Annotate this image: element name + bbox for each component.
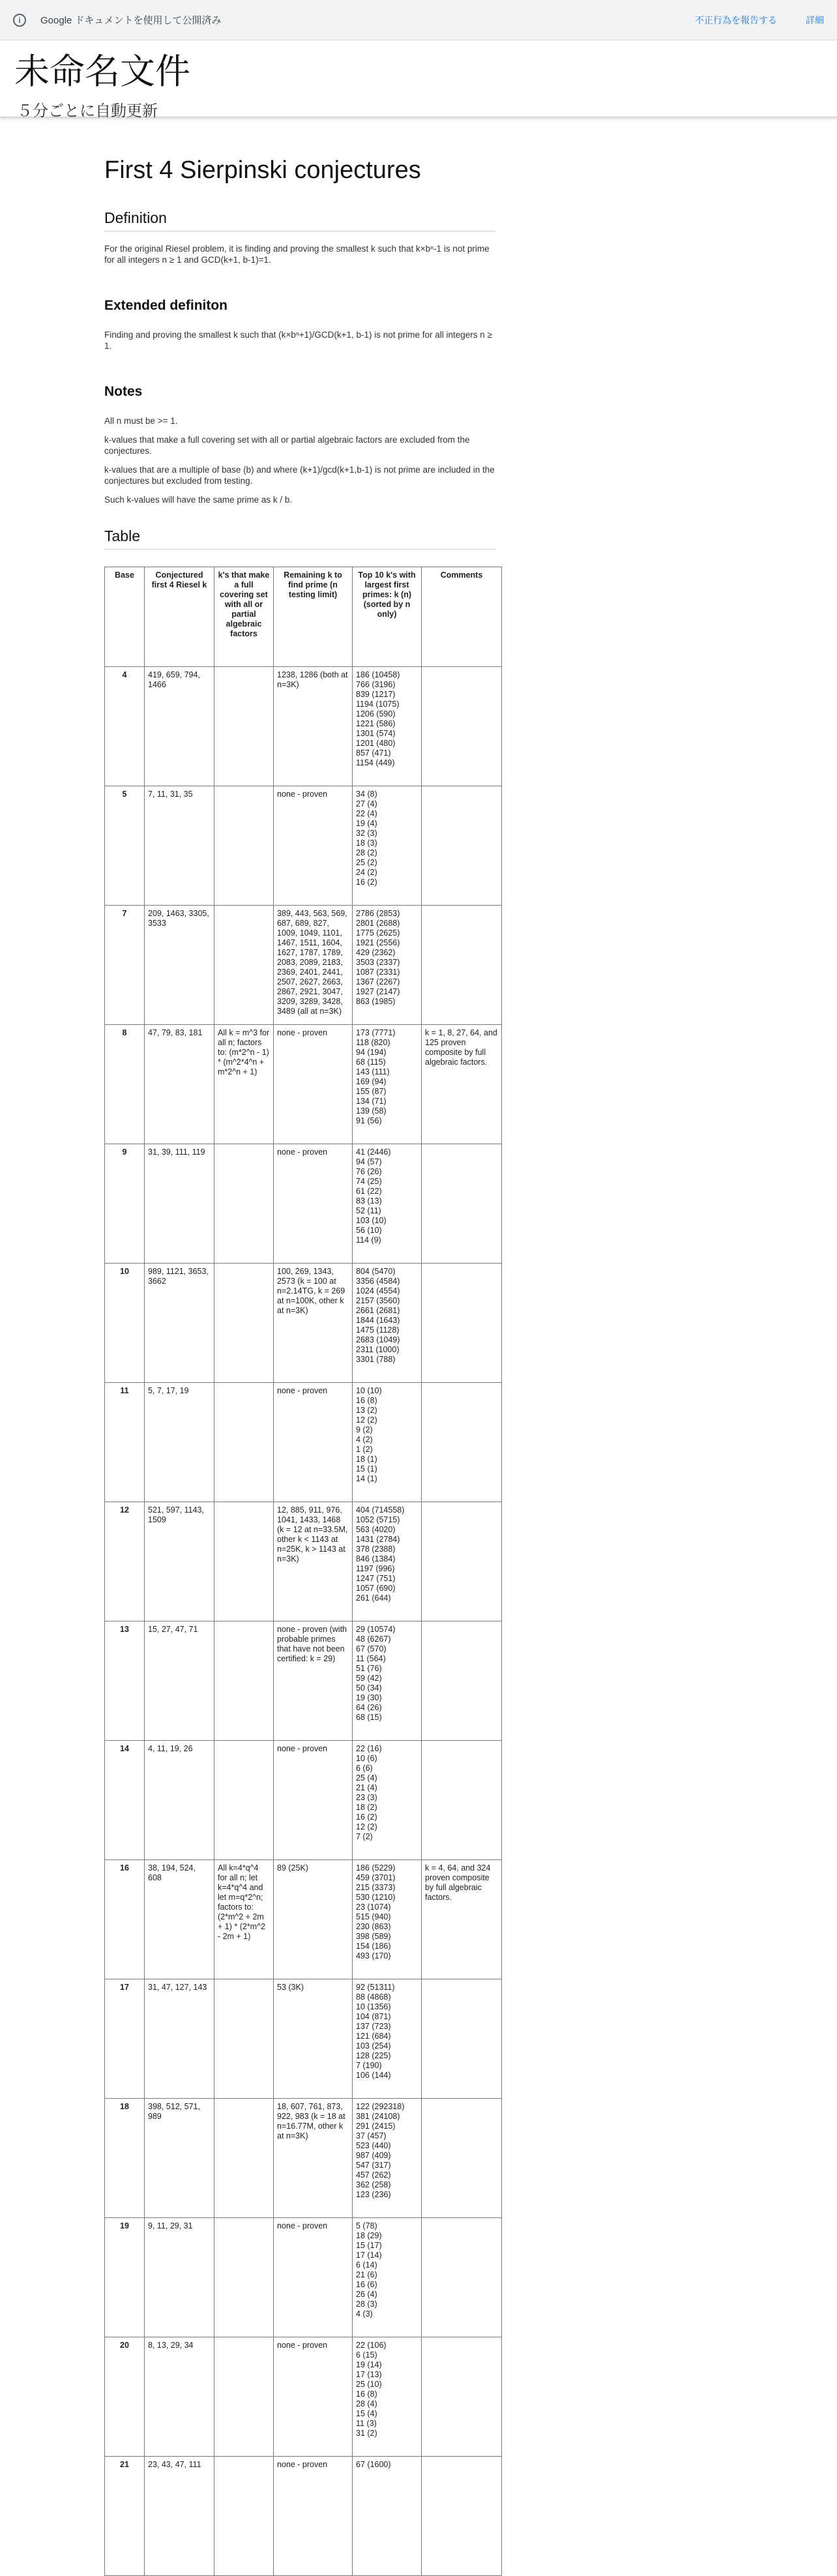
cell-full-covering: [214, 1621, 274, 1741]
cell-conjectured-k-text: 9, 11, 29, 31: [148, 2221, 193, 2230]
cell-base: [105, 1979, 145, 2099]
cell-top-10-text: 41 (2446) 94 (57) 76 (26) 74 (25) 61 (22) 83 (13) 52 (11) 103 (10) 56 (10) 114 (9): [356, 1147, 391, 1245]
cell-remaining-k: [274, 1025, 353, 1144]
cell-conjectured-k-text: 4, 11, 19, 26: [148, 1744, 193, 1753]
cell-remaining-k-text: 1238, 1286 (both at n=3K): [277, 670, 350, 689]
cell-remaining-k: [274, 1979, 353, 2099]
cell-remaining-k: [274, 1741, 353, 1860]
cell-comments: [422, 1741, 502, 1860]
cell-conjectured-k: [145, 2218, 214, 2337]
page-title: First 4 Sierpinski conjectures: [104, 156, 421, 184]
table-row: [105, 906, 502, 1025]
table-row: [105, 1860, 502, 1979]
cell-top-10-text: 22 (106) 6 (15) 19 (14) 17 (13) 25 (10) 16 (8) 28 (4) 15 (4) 11 (3) 31 (2): [356, 2341, 387, 2438]
cell-remaining-k: [274, 2099, 353, 2218]
cell-remaining-k-text: none - proven (with probable primes that have not been certified: k = 29): [277, 1625, 349, 1663]
cell-full-covering: [214, 667, 274, 786]
cell-top-10-text: 186 (10458) 766 (3196) 839 (1217) 1194 (1075) 1206 (590) 1221 (586) 1301 (574) 1201 (480) 857 (471) 1154 (449): [356, 670, 400, 767]
cell-full-covering: [214, 2457, 274, 2576]
cell-conjectured-k-text: 23, 43, 47, 111: [148, 2460, 201, 2469]
cell-remaining-k-text: 389, 443, 563, 569, 687, 689, 827, 1009, 1049, 1101, 1467, 1511, 1604, 1627, 1787, 1789, 2083, 2089, 2183, 2369, 2401, 2441, 2507, 2627, 2663, 2867, 2921, 3047, 3209, 3289, 3428, 3489 (all at n=3K): [277, 909, 350, 1016]
cell-base: [105, 786, 145, 906]
table-row: [105, 2099, 502, 2218]
cell-full-covering-text: All k=4*q^4 for all n; let k=4*q^4 and let m=q*2^n; factors to: (2*m^2 + 2m + 1) * (2*m^2 - 2m + 1): [218, 1863, 268, 1941]
cell-remaining-k-text: none - proven: [277, 2460, 328, 2469]
cell-conjectured-k-text: 209, 1463, 3305, 3533: [148, 909, 212, 928]
extended-text: Finding and proving the smallest k such that (k×bⁿ+1)/GCD(k+1, b-1) is not prime for all integers n ≥ 1.: [104, 330, 492, 351]
cell-base-text: 9: [122, 1147, 127, 1157]
table-row: [105, 2457, 502, 2576]
cell-base-text: 16: [120, 1863, 129, 1873]
table-row: [105, 667, 502, 786]
cell-top-10-text: 186 (5229) 459 (3701) 215 (3373) 530 (1210) 23 (1074) 515 (940) 230 (863) 398 (589) 154 (186) 493 (170): [356, 1863, 396, 1961]
cell-remaining-k-text: none - proven: [277, 2341, 328, 2350]
cell-remaining-k-text: none - proven: [277, 2221, 328, 2230]
cell-base-text: 12: [120, 1505, 129, 1515]
cell-base: [105, 667, 145, 786]
cell-conjectured-k-text: 521, 597, 1143, 1509: [148, 1505, 207, 1524]
header-conjectured-k: Conjectured first 4 Riesel k: [145, 567, 214, 667]
cell-full-covering: [214, 1741, 274, 1860]
cell-top-10-text: 67 (1600): [356, 2460, 391, 2469]
cell-remaining-k: [274, 786, 353, 906]
published-banner: [0, 0, 837, 40]
cell-remaining-k: [274, 1383, 353, 1502]
cell-conjectured-k: [145, 2337, 214, 2457]
cell-conjectured-k: [145, 1860, 214, 1979]
cell-top-10-text: 173 (7771) 118 (820) 94 (194) 68 (115) 143 (111) 169 (94) 155 (87) 134 (71) 139 (58) 91 (56): [356, 1028, 396, 1125]
cell-base: [105, 2457, 145, 2576]
note-item: k-values that make a full covering set with all or partial algebraic factors are excluded from the conjectures.: [104, 435, 470, 456]
document-body: [104, 156, 500, 2576]
cell-remaining-k: [274, 906, 353, 1025]
cell-base: [105, 1502, 145, 1621]
cell-top-10: [353, 1979, 422, 2099]
cell-comments: [422, 1860, 502, 1979]
cell-top-10: [353, 1025, 422, 1144]
cell-top-10-text: 5 (78) 18 (29) 15 (17) 17 (14) 6 (14) 21 (6) 16 (6) 26 (4) 28 (3) 4 (3): [356, 2221, 382, 2318]
table-row: [105, 1621, 502, 1741]
table-row: [105, 1979, 502, 2099]
cell-base: [105, 1025, 145, 1144]
table-row: [105, 2337, 502, 2457]
cell-base-text: 19: [120, 2221, 129, 2230]
cell-full-covering: [214, 1979, 274, 2099]
cell-full-covering: [214, 2099, 274, 2218]
cell-remaining-k: [274, 2218, 353, 2337]
cell-remaining-k-text: none - proven: [277, 1147, 328, 1157]
cell-comments: [422, 906, 502, 1025]
cell-base: [105, 906, 145, 1025]
note-item: Such k-values will have the same prime as k / b.: [104, 495, 293, 505]
cell-conjectured-k: [145, 1741, 214, 1860]
table-row: [105, 1741, 502, 1860]
cell-base: [105, 2099, 145, 2218]
cell-comments-text: k = 4, 64, and 324 proven composite by full algebraic factors.: [425, 1863, 493, 1902]
cell-top-10-text: 34 (8) 27 (4) 22 (4) 19 (4) 32 (3) 18 (3) 28 (2) 25 (2) 24 (2) 16 (2): [356, 790, 377, 887]
header-remaining-k: Remaining k to find prime (n testing limit): [274, 567, 353, 667]
cell-conjectured-k: [145, 1502, 214, 1621]
cell-base: [105, 2218, 145, 2337]
cell-conjectured-k: [145, 906, 214, 1025]
cell-top-10: [353, 906, 422, 1025]
cell-remaining-k: [274, 1621, 353, 1741]
cell-base: [105, 1860, 145, 1979]
cell-conjectured-k-text: 398, 512, 571, 989: [148, 2102, 203, 2121]
cell-full-covering: [214, 1860, 274, 1979]
cell-full-covering: [214, 2337, 274, 2457]
cell-full-covering: [214, 1383, 274, 1502]
doc-header: [0, 40, 837, 120]
cell-top-10-text: 10 (10) 16 (8) 13 (2) 12 (2) 9 (2) 4 (2) 1 (2) 18 (1) 15 (1) 14 (1): [356, 1386, 382, 1483]
cell-comments: [422, 2457, 502, 2576]
cell-full-covering: [214, 1144, 274, 1264]
cell-top-10-text: 804 (5470) 3356 (4584) 1024 (4554) 2157 (3560) 2661 (2681) 1844 (1643) 1475 (1128) 2683 (1049) 2311 (1000) 3301 (788): [356, 1267, 400, 1364]
cell-remaining-k-text: 18, 607, 761, 873, 922, 983 (k = 18 at n=16.77M, other k at n=3K): [277, 2102, 348, 2140]
cell-conjectured-k: [145, 667, 214, 786]
cell-base-text: 4: [122, 670, 127, 679]
cell-base: [105, 1144, 145, 1264]
cell-comments: [422, 1502, 502, 1621]
cell-conjectured-k-text: 419, 659, 794, 1466: [148, 670, 203, 689]
cell-remaining-k: [274, 1264, 353, 1383]
cell-base-text: 21: [120, 2460, 129, 2469]
cell-full-covering: [214, 1502, 274, 1621]
cell-top-10: [353, 1621, 422, 1741]
cell-remaining-k-text: none - proven: [277, 790, 328, 799]
cell-top-10: [353, 786, 422, 906]
cell-conjectured-k: [145, 1025, 214, 1144]
cell-comments: [422, 2099, 502, 2218]
cell-top-10: [353, 2099, 422, 2218]
cell-top-10: [353, 2457, 422, 2576]
cell-base-text: 17: [120, 1983, 129, 1992]
cell-remaining-k: [274, 1502, 353, 1621]
cell-top-10-text: 92 (51311) 88 (4868) 10 (1356) 104 (871) 137 (723) 121 (684) 103 (254) 128 (225) 7 (190) 106 (144): [356, 1983, 395, 2080]
note-item: k-values that are a multiple of base (b) and where (k+1)/gcd(k+1,b-1) is not prime are included in the conjectures but excluded from testing.: [104, 465, 495, 486]
cell-remaining-k: [274, 1860, 353, 1979]
cell-base-text: 18: [120, 2102, 129, 2111]
report-abuse-link[interactable]: 不正行為を報告する: [695, 14, 777, 25]
cell-conjectured-k: [145, 2099, 214, 2218]
cell-remaining-k-text: 89 (25K): [277, 1863, 308, 1873]
cell-full-covering-text: All k = m^3 for all n; factors to: (m*2^n - 1) * (m^2*4^n + m*2^n + 1): [218, 1028, 272, 1076]
cell-top-10: [353, 1264, 422, 1383]
cell-comments: [422, 1979, 502, 2099]
cell-top-10-text: 29 (10574) 48 (6267) 67 (570) 11 (564) 51 (76) 59 (42) 50 (34) 19 (30) 64 (26) 68 (15): [356, 1625, 396, 1722]
cell-remaining-k: [274, 1144, 353, 1264]
cell-base: [105, 1621, 145, 1741]
auto-update-note: ５分ごとに自動更新: [17, 102, 158, 120]
cell-comments: [422, 667, 502, 786]
cell-conjectured-k: [145, 1621, 214, 1741]
cell-base: [105, 1383, 145, 1502]
cell-base: [105, 1741, 145, 1860]
cell-top-10: [353, 1144, 422, 1264]
cell-base-text: 7: [122, 909, 127, 918]
cell-top-10: [353, 2218, 422, 2337]
conjecture-table: [104, 567, 502, 2576]
cell-conjectured-k-text: 5, 7, 17, 19: [148, 1386, 189, 1395]
cell-top-10: [353, 1502, 422, 1621]
definition-text: For the original Riesel problem, it is finding and proving the smallest k such that k×bⁿ-1 is not prime for all integers n ≥ 1 and GCD(k+1, b-1)=1.: [104, 244, 490, 265]
cell-remaining-k: [274, 667, 353, 786]
cell-conjectured-k-text: 7, 11, 31, 35: [148, 790, 193, 799]
cell-conjectured-k-text: 31, 47, 127, 143: [148, 1983, 207, 1992]
cell-conjectured-k: [145, 1144, 214, 1264]
table-row: [105, 1025, 502, 1144]
table-body: [105, 667, 502, 2576]
doc-file-title: 未命名文件: [14, 52, 190, 91]
cell-top-10-text: 2786 (2853) 2801 (2688) 1775 (2625) 1921 (2556) 429 (2362) 3503 (2337) 1087 (2331) 1367 (2267) 1927 (2147) 863 (1985): [356, 909, 400, 1006]
banner-text: Google ドキュメントを使用して公開済み: [40, 15, 222, 26]
cell-conjectured-k-text: 31, 39, 111, 119: [148, 1147, 205, 1157]
table-row: [105, 1383, 502, 1502]
cell-base: [105, 1264, 145, 1383]
info-icon: i: [13, 14, 26, 27]
cell-full-covering: [214, 906, 274, 1025]
cell-conjectured-k-text: 989, 1121, 3653, 3662: [148, 1267, 211, 1286]
cell-comments: [422, 1264, 502, 1383]
cell-base-text: 13: [120, 1625, 129, 1634]
cell-remaining-k: [274, 2337, 353, 2457]
cell-comments-text: k = 1, 8, 27, 64, and 125 proven composite by full algebraic factors.: [425, 1028, 500, 1067]
header-top-10: Top 10 k's with largest first primes: k (n) (sorted by n only): [353, 567, 422, 667]
cell-top-10: [353, 667, 422, 786]
cell-base-text: 8: [122, 1028, 127, 1037]
cell-remaining-k-text: 100, 269, 1343, 2573 (k = 100 at n=2.14TG, k = 269 at n=100K, other k at n=3K): [277, 1267, 347, 1315]
cell-top-10: [353, 2337, 422, 2457]
cell-base-text: 10: [120, 1267, 129, 1276]
cell-base: [105, 2337, 145, 2457]
note-item: All n must be >= 1.: [104, 416, 178, 426]
cell-conjectured-k: [145, 2457, 214, 2576]
cell-conjectured-k: [145, 786, 214, 906]
cell-comments: [422, 1621, 502, 1741]
notes-heading: Notes: [104, 384, 143, 399]
cell-top-10: [353, 1741, 422, 1860]
cell-remaining-k-text: none - proven: [277, 1386, 328, 1395]
table-row: [105, 1144, 502, 1264]
cell-top-10-text: 122 (292318) 381 (24108) 291 (2415) 37 (457) 523 (440) 987 (409) 547 (317) 457 (262) 362 (258) 123 (236): [356, 2102, 405, 2199]
header-full-covering: k's that make a full covering set with all or partial algebraic factors: [214, 567, 274, 667]
cell-base-text: 11: [120, 1386, 129, 1395]
cell-top-10: [353, 1860, 422, 1979]
cell-conjectured-k: [145, 1383, 214, 1502]
cell-top-10-text: 404 (714558) 1052 (5715) 563 (4020) 1431 (2784) 378 (2388) 846 (1384) 1197 (996) 1247 (751) 1057 (690) 261 (644): [356, 1505, 405, 1603]
header-comments: Comments: [422, 567, 502, 667]
cell-comments: [422, 1383, 502, 1502]
cell-conjectured-k-text: 15, 27, 47, 71: [148, 1625, 198, 1634]
cell-conjectured-k-text: 38, 194, 524, 608: [148, 1863, 198, 1882]
cell-conjectured-k: [145, 1264, 214, 1383]
table-row: [105, 2218, 502, 2337]
table-row: [105, 1264, 502, 1383]
cell-comments: [422, 1144, 502, 1264]
cell-full-covering: [214, 1264, 274, 1383]
cell-remaining-k-text: none - proven: [277, 1744, 328, 1753]
cell-top-10: [353, 1383, 422, 1502]
cell-comments: [422, 786, 502, 906]
cell-full-covering: [214, 786, 274, 906]
cell-comments: [422, 2218, 502, 2337]
cell-base-text: 20: [120, 2341, 129, 2350]
cell-full-covering: [214, 2218, 274, 2337]
definition-heading: Definition: [104, 209, 495, 231]
cell-remaining-k-text: 53 (3K): [277, 1983, 304, 1992]
cell-conjectured-k: [145, 1979, 214, 2099]
cell-full-covering: [214, 1025, 274, 1144]
table-row: [105, 1502, 502, 1621]
table-heading: Table: [104, 527, 495, 550]
cell-conjectured-k-text: 47, 79, 83, 181: [148, 1028, 203, 1037]
details-link[interactable]: 詳細: [806, 14, 824, 25]
cell-comments: [422, 1025, 502, 1144]
cell-base-text: 5: [122, 790, 127, 799]
header-base: Base: [105, 567, 145, 667]
cell-comments: [422, 2337, 502, 2457]
cell-conjectured-k-text: 8, 13, 29, 34: [148, 2341, 194, 2350]
table-header-row: [105, 567, 502, 667]
table-row: [105, 786, 502, 906]
cell-remaining-k-text: 12, 885, 911, 976, 1041, 1433, 1468 (k = 12 at n=33.5M, other k < 1143 at n=25K, k > 1143 at n=3K): [277, 1505, 350, 1563]
extended-heading: Extended definiton: [104, 298, 228, 313]
cell-top-10-text: 22 (16) 10 (6) 6 (6) 25 (4) 21 (4) 23 (3) 18 (2) 16 (2) 12 (2) 7 (2): [356, 1744, 382, 1841]
cell-base-text: 14: [120, 1744, 129, 1753]
cell-remaining-k-text: none - proven: [277, 1028, 328, 1037]
cell-remaining-k: [274, 2457, 353, 2576]
